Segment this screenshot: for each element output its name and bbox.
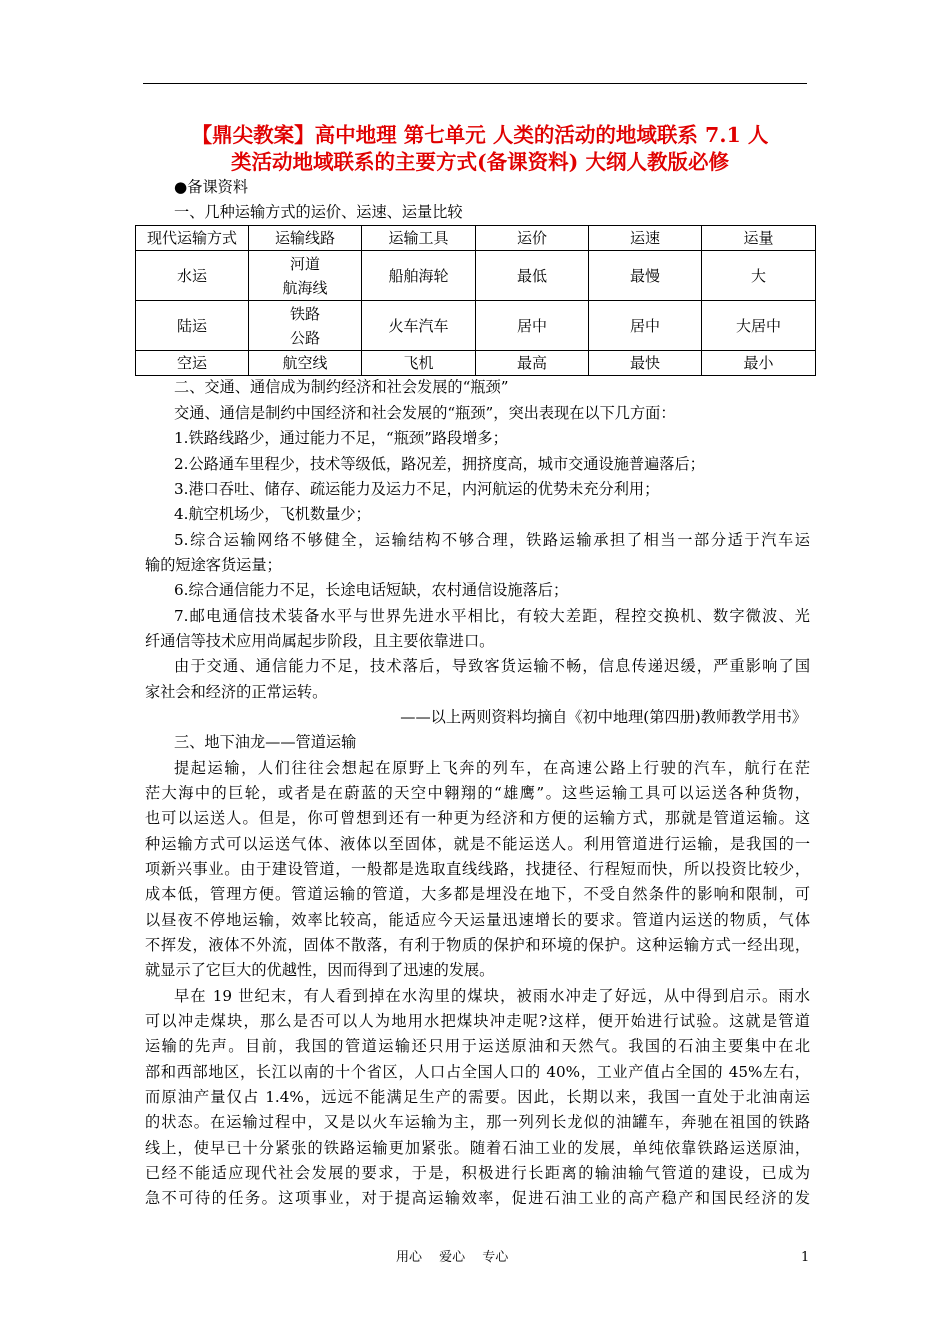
paragraph-line: 也可以运送人。但是，你可曾想到还有一种更为经济和方便的运输方式，那就是管道运输。这 [145, 809, 810, 827]
route-cell [249, 251, 362, 301]
list-item: 6.综合通信能力不足，长途电话短缺，农村通信设施落后； [174, 581, 569, 599]
paragraph-line: 成本低，管理方便。管道运输的管道，大多都是埋没在地下，不受自然条件的影响和限制，可 [145, 885, 810, 903]
route-line: 铁路 [289, 304, 320, 323]
header-cell: 现代运输方式 [136, 226, 249, 251]
route-cell: 航空线 [249, 351, 362, 376]
tool-cell: 船舶海轮 [362, 251, 476, 301]
list-item: 4.航空机场少，飞机数量少； [174, 505, 371, 523]
title-line-1: 【鼎尖教案】高中地理 第七单元 人类的活动的地域联系 7.1 人 [191, 123, 769, 147]
section-label: ●备课资料 [174, 178, 249, 196]
list-item: 3.港口吞吐、储存、疏运能力及运力不足，内河航运的优势未充分利用； [174, 480, 660, 498]
speed-cell: 最慢 [589, 251, 702, 301]
volume-cell: 大 [702, 251, 816, 301]
page-number: 1 [801, 1250, 810, 1265]
route-line: 公路 [289, 328, 320, 347]
price-cell: 最低 [476, 251, 589, 301]
price-cell: 居中 [476, 301, 589, 351]
paragraph-line: 部和西部地区，长江以南的十个省区，人口占全国人口的 40%，工业产值占全国的 45%左右， [145, 1063, 810, 1081]
table-row [136, 351, 816, 376]
paragraph-line: 以昼夜不停地运输，效率比较高，能适应今天运量迅速增长的要求。管道内运送的物质，气体 [145, 911, 810, 929]
list-item: 2.公路通车里程少，技术等级低，路况差，拥挤度高，城市交通设施普遍落后； [174, 455, 705, 473]
mode-cell: 陆运 [136, 301, 249, 351]
header-rule [143, 83, 807, 84]
volume-cell: 大居中 [702, 301, 816, 351]
list-item: 7.邮电通信技术装备水平与世界先进水平相比，有较大差距，程控交换机、数字微波、光 [174, 607, 810, 625]
speed-cell: 最快 [589, 351, 702, 376]
route-line: 航海线 [282, 278, 328, 297]
tool-cell: 火车汽车 [362, 301, 476, 351]
route-cell [249, 301, 362, 351]
price-cell: 最高 [476, 351, 589, 376]
header-cell: 运输工具 [362, 226, 476, 251]
paragraph-line: 线上，使早已十分紧张的铁路运输更加紧张。随着石油工业的发展，单纯依靠铁路运送原油， [145, 1139, 810, 1157]
table-header-row [136, 226, 816, 251]
table-row [136, 301, 816, 351]
section3-heading: 三、地下油龙——管道运输 [174, 733, 357, 751]
section2-heading: 二、交通、通信成为制约经济和社会发展的“瓶颈” [174, 378, 509, 396]
paragraph-line: 而原油产量仅占 1.4%，远远不能满足生产的需要。因此，长期以来，我国一直处于北油南运 [145, 1088, 810, 1106]
summary-line: 家社会和经济的正常运转。 [145, 683, 328, 701]
paragraph-line: 不挥发，液体不外流，固体不散落，有利于物质的保护和环境的保护。这种运输方式一经出现， [145, 936, 810, 954]
transport-comparison-table [135, 225, 816, 376]
paragraph-line: 就显示了它巨大的优越性，因而得到了迅速的发展。 [145, 961, 495, 979]
list-item-continuation: 纤通信等技术应用尚属起步阶段，且主要依靠进口。 [145, 632, 495, 650]
header-cell: 运速 [589, 226, 702, 251]
page-title [150, 122, 810, 176]
paragraph-line: 早在 19 世纪末，有人看到掉在水沟里的煤块，被雨水冲走了好远，从中得到启示。雨水 [174, 987, 810, 1005]
mode-cell: 空运 [136, 351, 249, 376]
table-row [136, 251, 816, 301]
list-item: 1.铁路线路少，通过能力不足，“瓶颈”路段增多； [174, 429, 508, 447]
paragraph-line: 可以冲走煤块，那么是否可以人为地用水把煤块冲走呢?这样，便开始进行试验。这就是管道 [145, 1012, 810, 1030]
paragraph-line: 茫大海中的巨轮，或者是在蔚蓝的天空中翱翔的“雄鹰”。这些运输工具可以运送各种货物， [145, 784, 810, 802]
section2-intro: 交通、通信是制约中国经济和社会发展的“瓶颈”，突出表现在以下几方面： [174, 404, 676, 422]
section1-heading: 一、几种运输方式的运价、运速、运量比较 [174, 203, 463, 221]
summary-line: 由于交通、通信能力不足，技术落后，导致客货运输不畅，信息传递迟缓，严重影响了国 [174, 657, 810, 675]
source-note: ——以上两则资料均摘自《初中地理(第四册)教师教学用书》 [400, 708, 807, 726]
title-line-2: 类活动地域联系的主要方式(备课资料) 大纲人教版必修 [230, 150, 730, 174]
paragraph-line: 项新兴事业。由于建设管道，一般都是选取直线线路，找捷径、行程短而快，所以投资比较少， [145, 860, 810, 878]
speed-cell: 居中 [589, 301, 702, 351]
paragraph-line: 的状态。在运输过程中，又是以火车运输为主，那一列列长龙似的油罐车，奔驰在祖国的铁路 [145, 1113, 810, 1131]
mode-cell: 水运 [136, 251, 249, 301]
header-cell: 运量 [702, 226, 816, 251]
paragraph-line: 运输的先声。目前，我国的管道运输还只用于运送原油和天然气。我国的石油主要集中在北 [145, 1037, 810, 1055]
paragraph-line: 种运输方式可以运送气体、液体以至固体，就是不能运送人。利用管道进行运输，是我国的一 [145, 835, 810, 853]
list-item: 5.综合运输网络不够健全，运输结构不够合理，铁路运输承担了相当一部分适于汽车运 [174, 531, 810, 549]
volume-cell: 最小 [702, 351, 816, 376]
tool-cell: 飞机 [362, 351, 476, 376]
header-cell: 运价 [476, 226, 589, 251]
route-line: 河道 [289, 254, 320, 273]
paragraph-line: 提起运输，人们往往会想起在原野上飞奔的列车，在高速公路上行驶的汽车，航行在茫 [174, 759, 810, 777]
header-cell: 运输线路 [249, 226, 362, 251]
footer-motto: 用心 爱心 专心 [396, 1250, 509, 1265]
paragraph-line: 已经不能适应现代社会发展的要求，于是，积极进行长距离的输油输气管道的建设，已成为 [145, 1164, 810, 1182]
list-item-continuation: 输的短途客货运量； [145, 556, 282, 574]
paragraph-line: 急不可待的任务。这项事业，对于提高运输效率，促进石油工业的高产稳产和国民经济的发 [145, 1189, 810, 1207]
